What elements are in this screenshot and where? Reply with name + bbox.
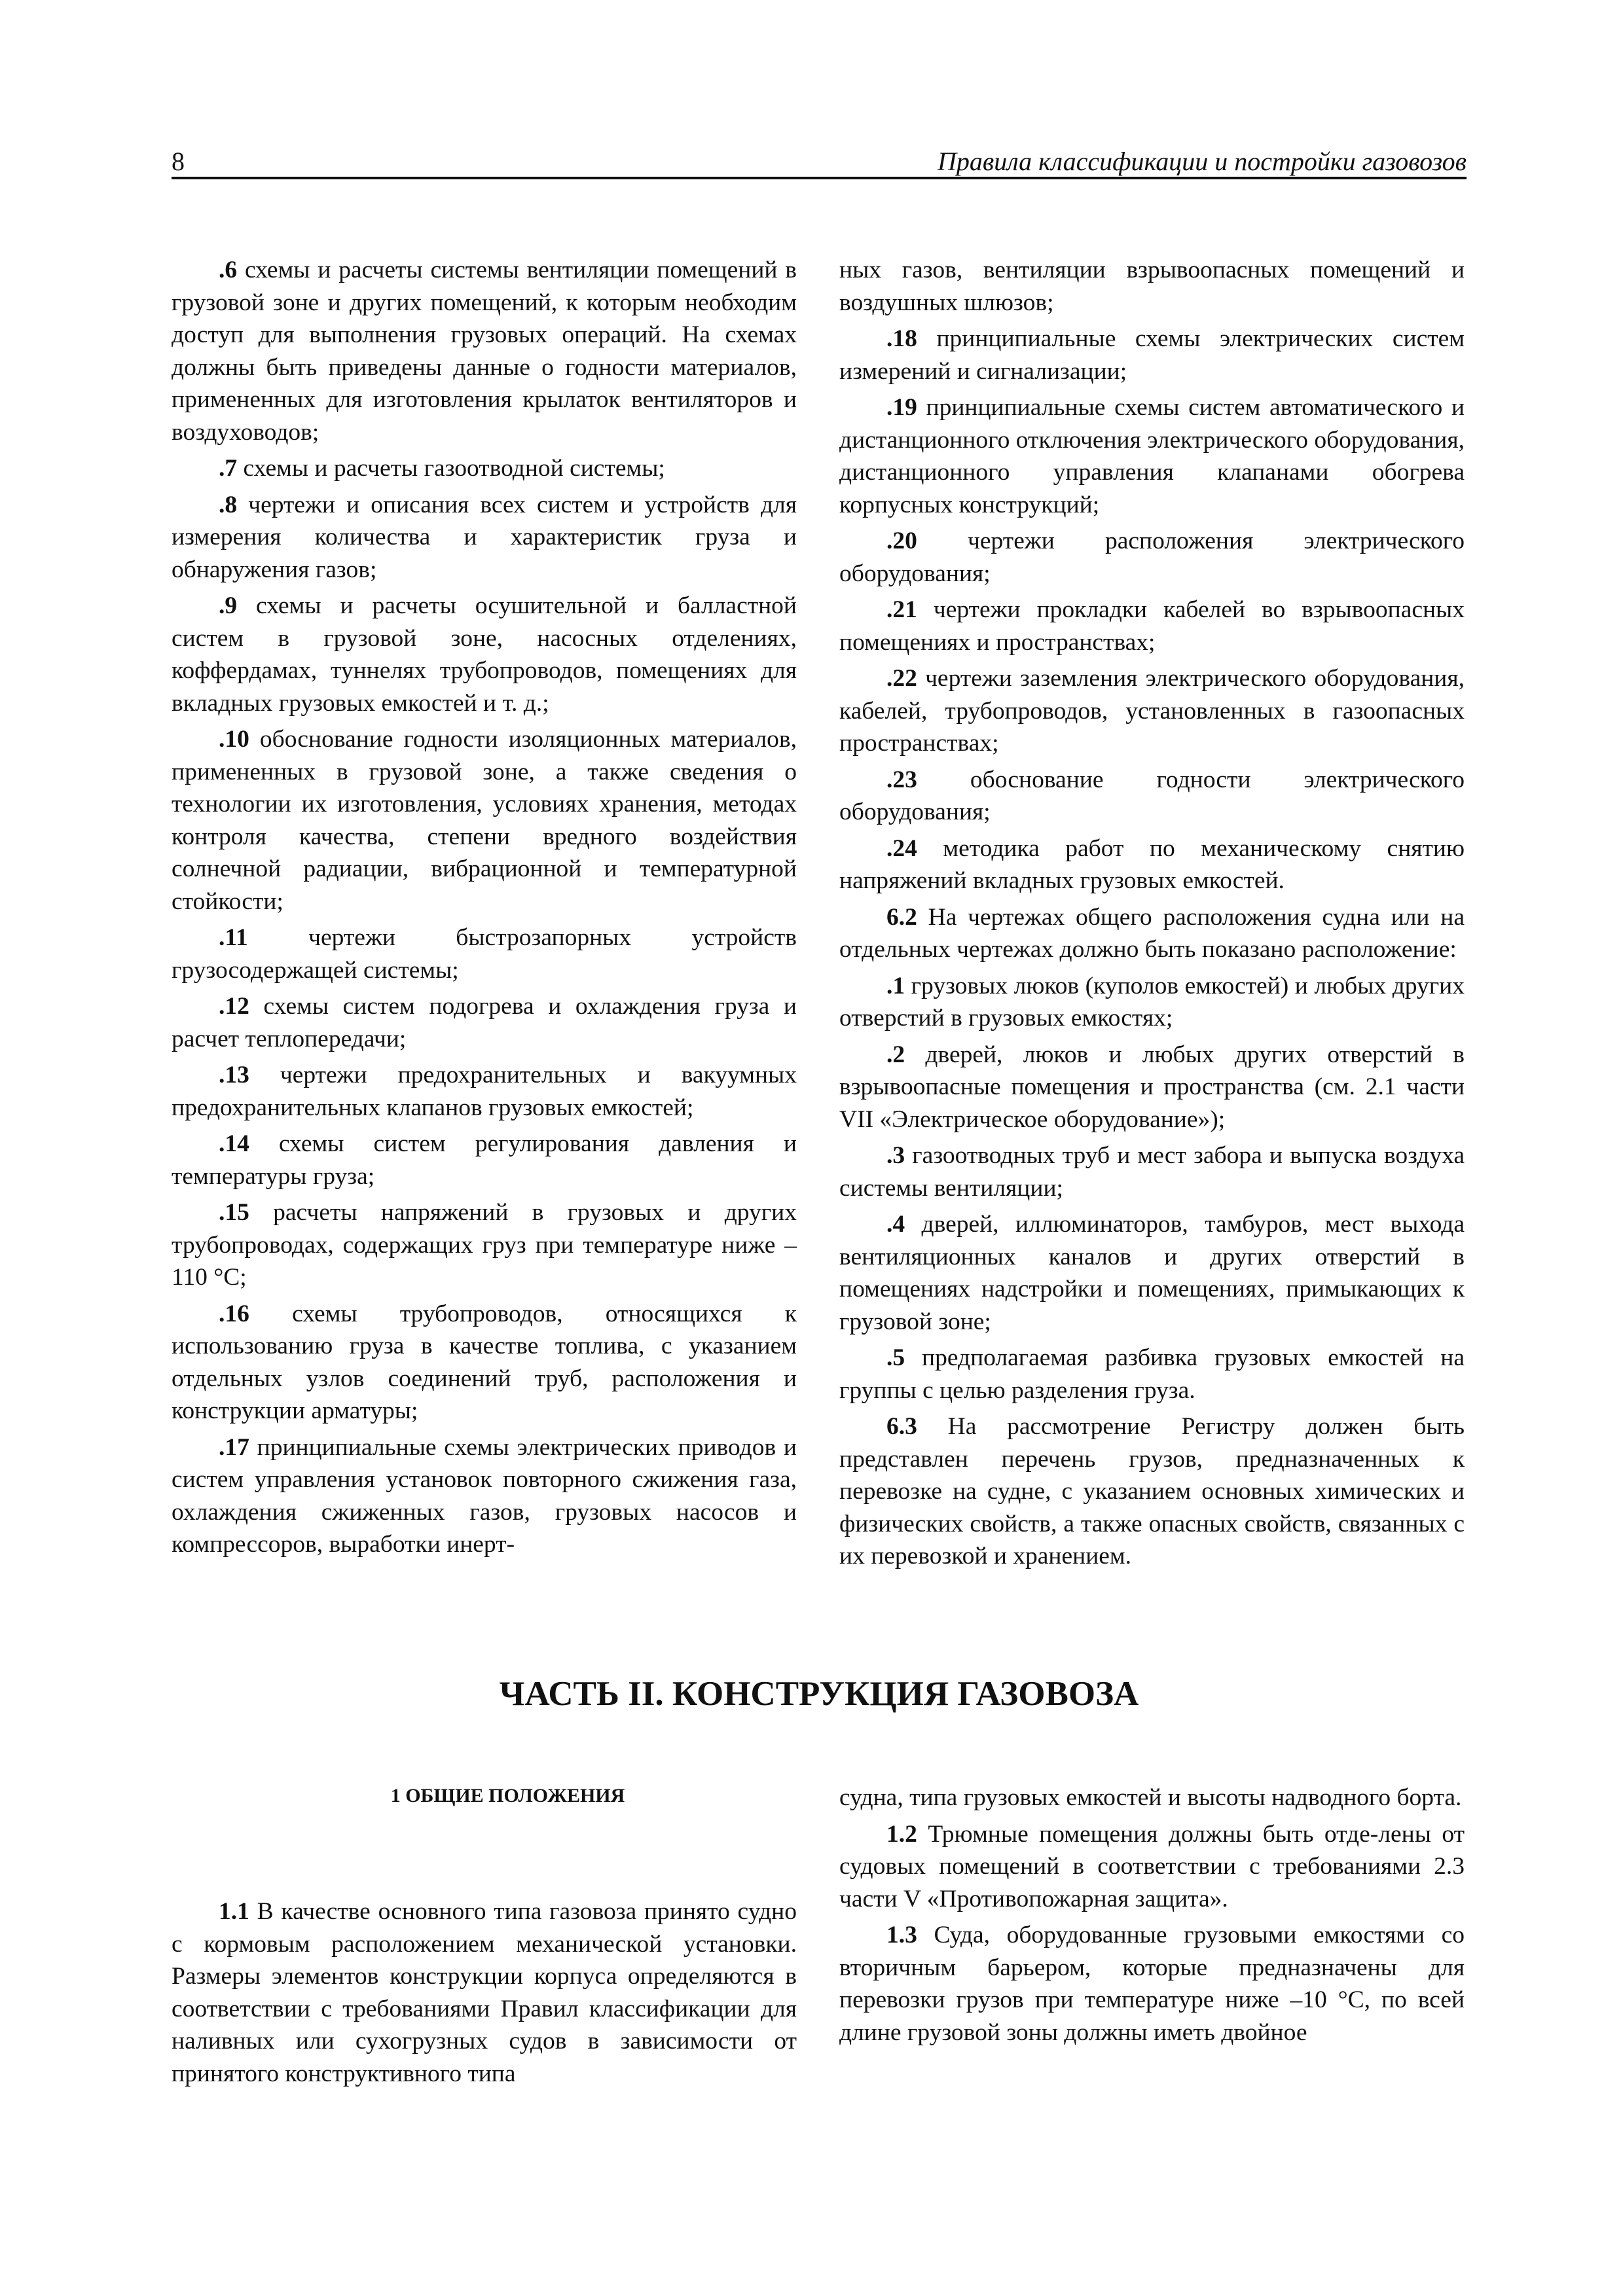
list-item — [172, 1059, 797, 1124]
item-text: газоотводных труб и мест забора и выпуска воздуха системы вентиляции; — [839, 1142, 1465, 1202]
item-text: схемы и расчеты системы вентиляции помещений в грузовой зоне и других помещений, к которым необходим доступ для выполнения грузовых операций. На схемах должны быть приведены данные о годности материалов, примененных для изготовления крылаток вентиляторов и воздуховодов; — [172, 257, 797, 446]
item-number: .6 — [219, 257, 238, 283]
item-text: схемы систем регулирования давления и температуры груза; — [172, 1130, 797, 1190]
item-text: принципиальные схемы электрических систем измерений и сигнализации; — [839, 325, 1465, 385]
item-text: Суда, оборудованные грузовыми емкостями со вторичным барьером, которые предназначены для перевозки грузов при температуре ниже –10 °C, по всей длине грузовой зоны должны иметь двойное — [839, 1922, 1465, 2046]
item-text: На чертежах общего расположения судна или на отдельных чертежах должно быть показано расположение: — [839, 903, 1465, 963]
list-item — [839, 323, 1465, 387]
item-text: грузовых люков (куполов емкостей) и любых других отверстий в грузовых емкостях; — [839, 972, 1465, 1031]
item-text: схемы систем подогрева и охлаждения груза и расчет теплопередачи; — [172, 993, 797, 1052]
item-text: чертежи предохранительных и вакуумных предохранительных клапанов грузовых емкостей; — [172, 1062, 797, 1121]
item-text: методика работ по механическому снятию напряжений вкладных грузовых емкостей. — [839, 834, 1465, 894]
item-text: дверей, иллюминаторов, тамбуров, мест выхода вентиляционных каналов и других отверстий в помещениях надстройки и помещениях, примыкающих к грузовой зоне; — [839, 1211, 1465, 1335]
list-item — [172, 1431, 797, 1561]
list-item — [839, 1139, 1465, 1204]
item-number: .9 — [219, 592, 238, 619]
spacer — [172, 1814, 797, 1895]
list-item — [172, 1196, 797, 1294]
list-item — [839, 764, 1465, 829]
item-text: На рассмотрение Регистру должен быть представлен перечень грузов, предназначенных к перевозке на судне, с указанием основных химических и физических свойств, а также опасных свойств, связанных с их перевозкой и хранением. — [839, 1413, 1465, 1570]
list-item — [839, 1919, 1465, 2049]
item-number: .1 — [886, 972, 905, 999]
running-title: Правила классификации и постройки газовозов — [937, 147, 1467, 176]
item-text: чертежи заземления электрического оборудования, кабелей, трубопроводов, установленных в газоопасных пространствах; — [839, 665, 1465, 757]
item-number: .8 — [219, 491, 238, 518]
item-number: 6.2 — [886, 903, 917, 931]
list-item — [839, 970, 1465, 1035]
item-list — [839, 323, 1465, 1573]
item-text: обоснование годности изоляционных материалов, примененных в грузовой зоне, а также сведения о технологии их изготовления, условиях хранения, методах контроля качества, степени вредного воздействия солнечной радиации, вибрационной и температурной стойкости; — [172, 726, 797, 915]
item-number: 6.3 — [886, 1413, 917, 1440]
item-number: .15 — [219, 1199, 249, 1226]
list-item — [172, 990, 797, 1055]
item-text: схемы трубопроводов, относящихся к использованию груза в качестве топлива, с указанием отдельных узлов соединений труб, расположения и конструкции арматуры; — [172, 1300, 797, 1424]
list-item — [839, 662, 1465, 760]
item-text: принципиальные схемы систем автоматического и дистанционного отключения электрического оборудования, дистанционного управления клапанами обогрева корпусных конструкций; — [839, 394, 1465, 518]
item-number: .22 — [886, 665, 917, 692]
item-text: дверей, люков и любых других отверстий в взрывоопасные помещения и пространства (см. 2.1 части VII «Электрическое оборудование»); — [839, 1041, 1465, 1133]
continuation-paragraph: судна, типа грузовых емкостей и высоты надводного борта. — [839, 1784, 1462, 1811]
item-number: .3 — [886, 1142, 905, 1169]
item-number: .16 — [219, 1300, 249, 1327]
list-item — [839, 1342, 1465, 1407]
item-text: предполагаемая разбивка грузовых емкостей на группы с целью разделения груза. — [839, 1344, 1465, 1404]
column-right-bottom — [839, 1782, 1465, 2053]
list-item — [172, 1895, 797, 2090]
list-item — [839, 391, 1465, 521]
item-text: схемы и расчеты газоотводной системы; — [237, 455, 665, 482]
column-left-top — [172, 254, 797, 1565]
page-number: 8 — [172, 147, 185, 176]
item-number: .10 — [219, 726, 249, 753]
item-number: .7 — [219, 455, 238, 482]
list-item — [172, 922, 797, 986]
item-number: .23 — [886, 766, 917, 793]
item-list — [839, 1818, 1465, 2049]
column-left-bottom — [172, 1782, 797, 2094]
list-item — [172, 254, 797, 448]
item-text: чертежи и описания всех систем и устройств для измерения количества и характеристик груза и обнаружения газов; — [172, 491, 797, 583]
list-item — [839, 1208, 1465, 1338]
item-text: расчеты напряжений в грузовых и других трубопроводах, содержащих груз при температуре ниже –110 °C; — [172, 1199, 797, 1291]
item-number: .20 — [886, 528, 917, 554]
item-number: .12 — [219, 993, 249, 1020]
part-title: ЧАСТЬ II. КОНСТРУКЦИЯ ГАЗОВОЗА — [499, 1675, 1139, 1713]
list-item — [172, 723, 797, 918]
item-number: .24 — [886, 834, 917, 862]
list-item — [172, 1298, 797, 1427]
item-number: .21 — [886, 596, 917, 623]
item-text: чертежи быстрозапорных устройств грузосодержащей системы; — [172, 924, 797, 984]
list-item — [839, 833, 1465, 897]
item-number: .17 — [219, 1433, 249, 1461]
list-item — [839, 1410, 1465, 1573]
list-item — [839, 1039, 1465, 1136]
list-item — [839, 525, 1465, 590]
header-rule — [172, 177, 1467, 179]
page-header — [172, 145, 1467, 178]
item-number: .5 — [886, 1344, 905, 1371]
item-number: 1.3 — [886, 1922, 917, 1948]
list-item — [839, 901, 1465, 966]
item-number: .13 — [219, 1062, 249, 1088]
item-text: обоснование годности электрического оборудования; — [839, 766, 1465, 825]
list-item — [172, 590, 797, 719]
section-heading: 1 ОБЩИЕ ПОЛОЖЕНИЯ — [390, 1785, 625, 1806]
continuation-paragraph: ных газов, вентиляции взрывоопасных помещений и воздушных шлюзов; — [839, 257, 1465, 316]
item-text: В качестве основного типа газовоза принято судно с кормовым расположением механической установки. Размеры элементов конструкции корпуса определяются в соответствии с требованиями Правил классификации для наливных или сухогрузных судов в зависимости от принятого конструктивного типа — [172, 1898, 797, 2087]
item-number: .2 — [886, 1041, 905, 1068]
item-number: .14 — [219, 1130, 249, 1157]
item-list — [172, 1895, 797, 2090]
item-number: 1.1 — [219, 1898, 249, 1925]
item-text: принципиальные схемы электрических приводов и систем управления установок повторного сжижения газа, охлаждения сжиженных газов, грузовых насосов и компрессоров, выработки инерт- — [172, 1433, 797, 1558]
item-text: чертежи расположения электрического оборудования; — [839, 528, 1465, 587]
list-item — [839, 594, 1465, 658]
list-item — [172, 489, 797, 586]
list-item — [839, 1818, 1465, 1916]
list-item — [172, 1128, 797, 1193]
column-right-top — [839, 254, 1465, 1577]
item-number: .18 — [886, 325, 917, 352]
list-item — [172, 452, 797, 485]
item-number: .4 — [886, 1211, 905, 1238]
item-number: 1.2 — [886, 1820, 917, 1848]
item-text: схемы и расчеты осушительной и балластной систем в грузовой зоне, насосных отделениях, коффердамах, туннелях трубопроводов, помещениях для вкладных грузовых емкостей и т. д.; — [172, 592, 797, 717]
item-number: .11 — [219, 924, 248, 951]
item-number: .19 — [886, 394, 917, 421]
item-text: Трюмные помещения должны быть отде-лены от судовых помещений в соответствии с требованиями 2.3 части V «Противопожарная защита». — [839, 1820, 1465, 1912]
item-text: чертежи прокладки кабелей во взрывоопасных помещениях и пространствах; — [839, 596, 1465, 656]
